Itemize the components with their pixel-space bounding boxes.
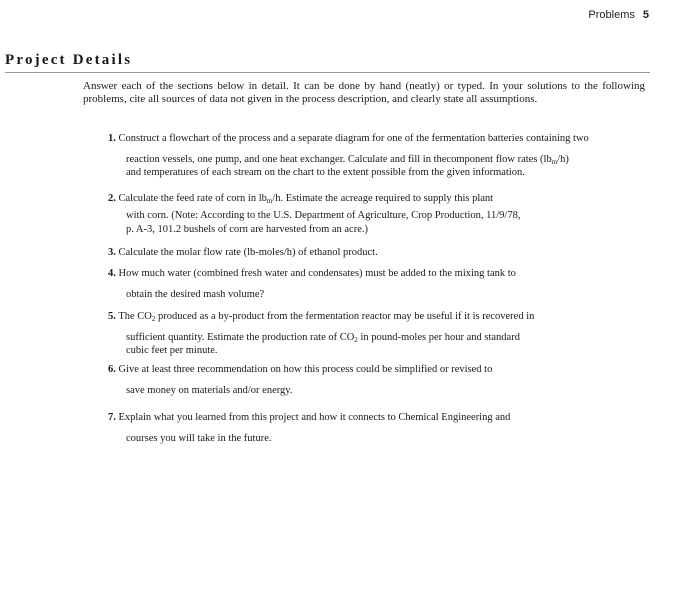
problem-line: courses you will take in the future. (126, 433, 272, 444)
section-divider (5, 72, 650, 73)
problem-number: 4. (108, 268, 116, 279)
problem-line: and temperatures of each stream on the chart to the extent possible from the given information. (126, 167, 525, 178)
intro-paragraph: Answer each of the sections below in detail. It can be done by hand (neatly) or typed. In your solutions to the following problems, cite all sources of data not given in the process description, and clearly state all assumptions. (83, 80, 645, 105)
problem-number: 5. (108, 311, 116, 322)
problem-line: with corn. (Note: According to the U.S. Department of Agriculture, Crop Production, 11/9/78, (126, 210, 521, 221)
page-header (588, 9, 649, 21)
problem-line: 4. How much water (combined fresh water and condensates) must be added to the mixing tank to (108, 268, 516, 279)
problem-number: 6. (108, 364, 116, 375)
problem-line: obtain the desired mash volume? (126, 289, 265, 300)
problem-line: 1. Construct a flowchart of the process and a separate diagram for one of the fermentation batteries containing two (108, 133, 589, 144)
header-label: Problems (588, 9, 635, 21)
problem-number: 7. (108, 412, 116, 423)
problem-line: p. A-3, 101.2 bushels of corn are harvested from an acre.) (126, 224, 368, 235)
problem-line: 3. Calculate the molar flow rate (lb-moles/h) of ethanol product. (108, 247, 378, 258)
problem-number: 2. (108, 193, 116, 204)
problem-line: 2. Calculate the feed rate of corn in $lb_m/h$. Estimate the acreage required to supply this plant (108, 193, 494, 205)
problem-line: reaction vessels, one pump, and one heat exchanger. Calculate and fill in thecomponent flow rates $(lb_m/h)$ (126, 154, 569, 166)
problem-line: 7. Explain what you learned from this project and how it connects to Chemical Engineering and (108, 412, 511, 423)
problem-line: cubic feet per minute. (126, 345, 218, 356)
section-title: Project Details (5, 52, 133, 68)
problem-line: 6. Give at least three recommendation on how this process could be simplified or revised to (108, 364, 493, 375)
problem-line: save money on materials and/or energy. (126, 385, 293, 396)
problem-line: sufficient quantity. Estimate the production rate of $CO_2$ in pound-moles per hour and standard (126, 332, 520, 344)
problem-number: 3. (108, 247, 116, 258)
problem-number: 1. (108, 133, 116, 144)
problem-line: 5. The $CO_2$ produced as a by-product from the fermentation reactor may be useful if it is recovered in (108, 311, 535, 323)
page-number: 5 (642, 9, 649, 21)
